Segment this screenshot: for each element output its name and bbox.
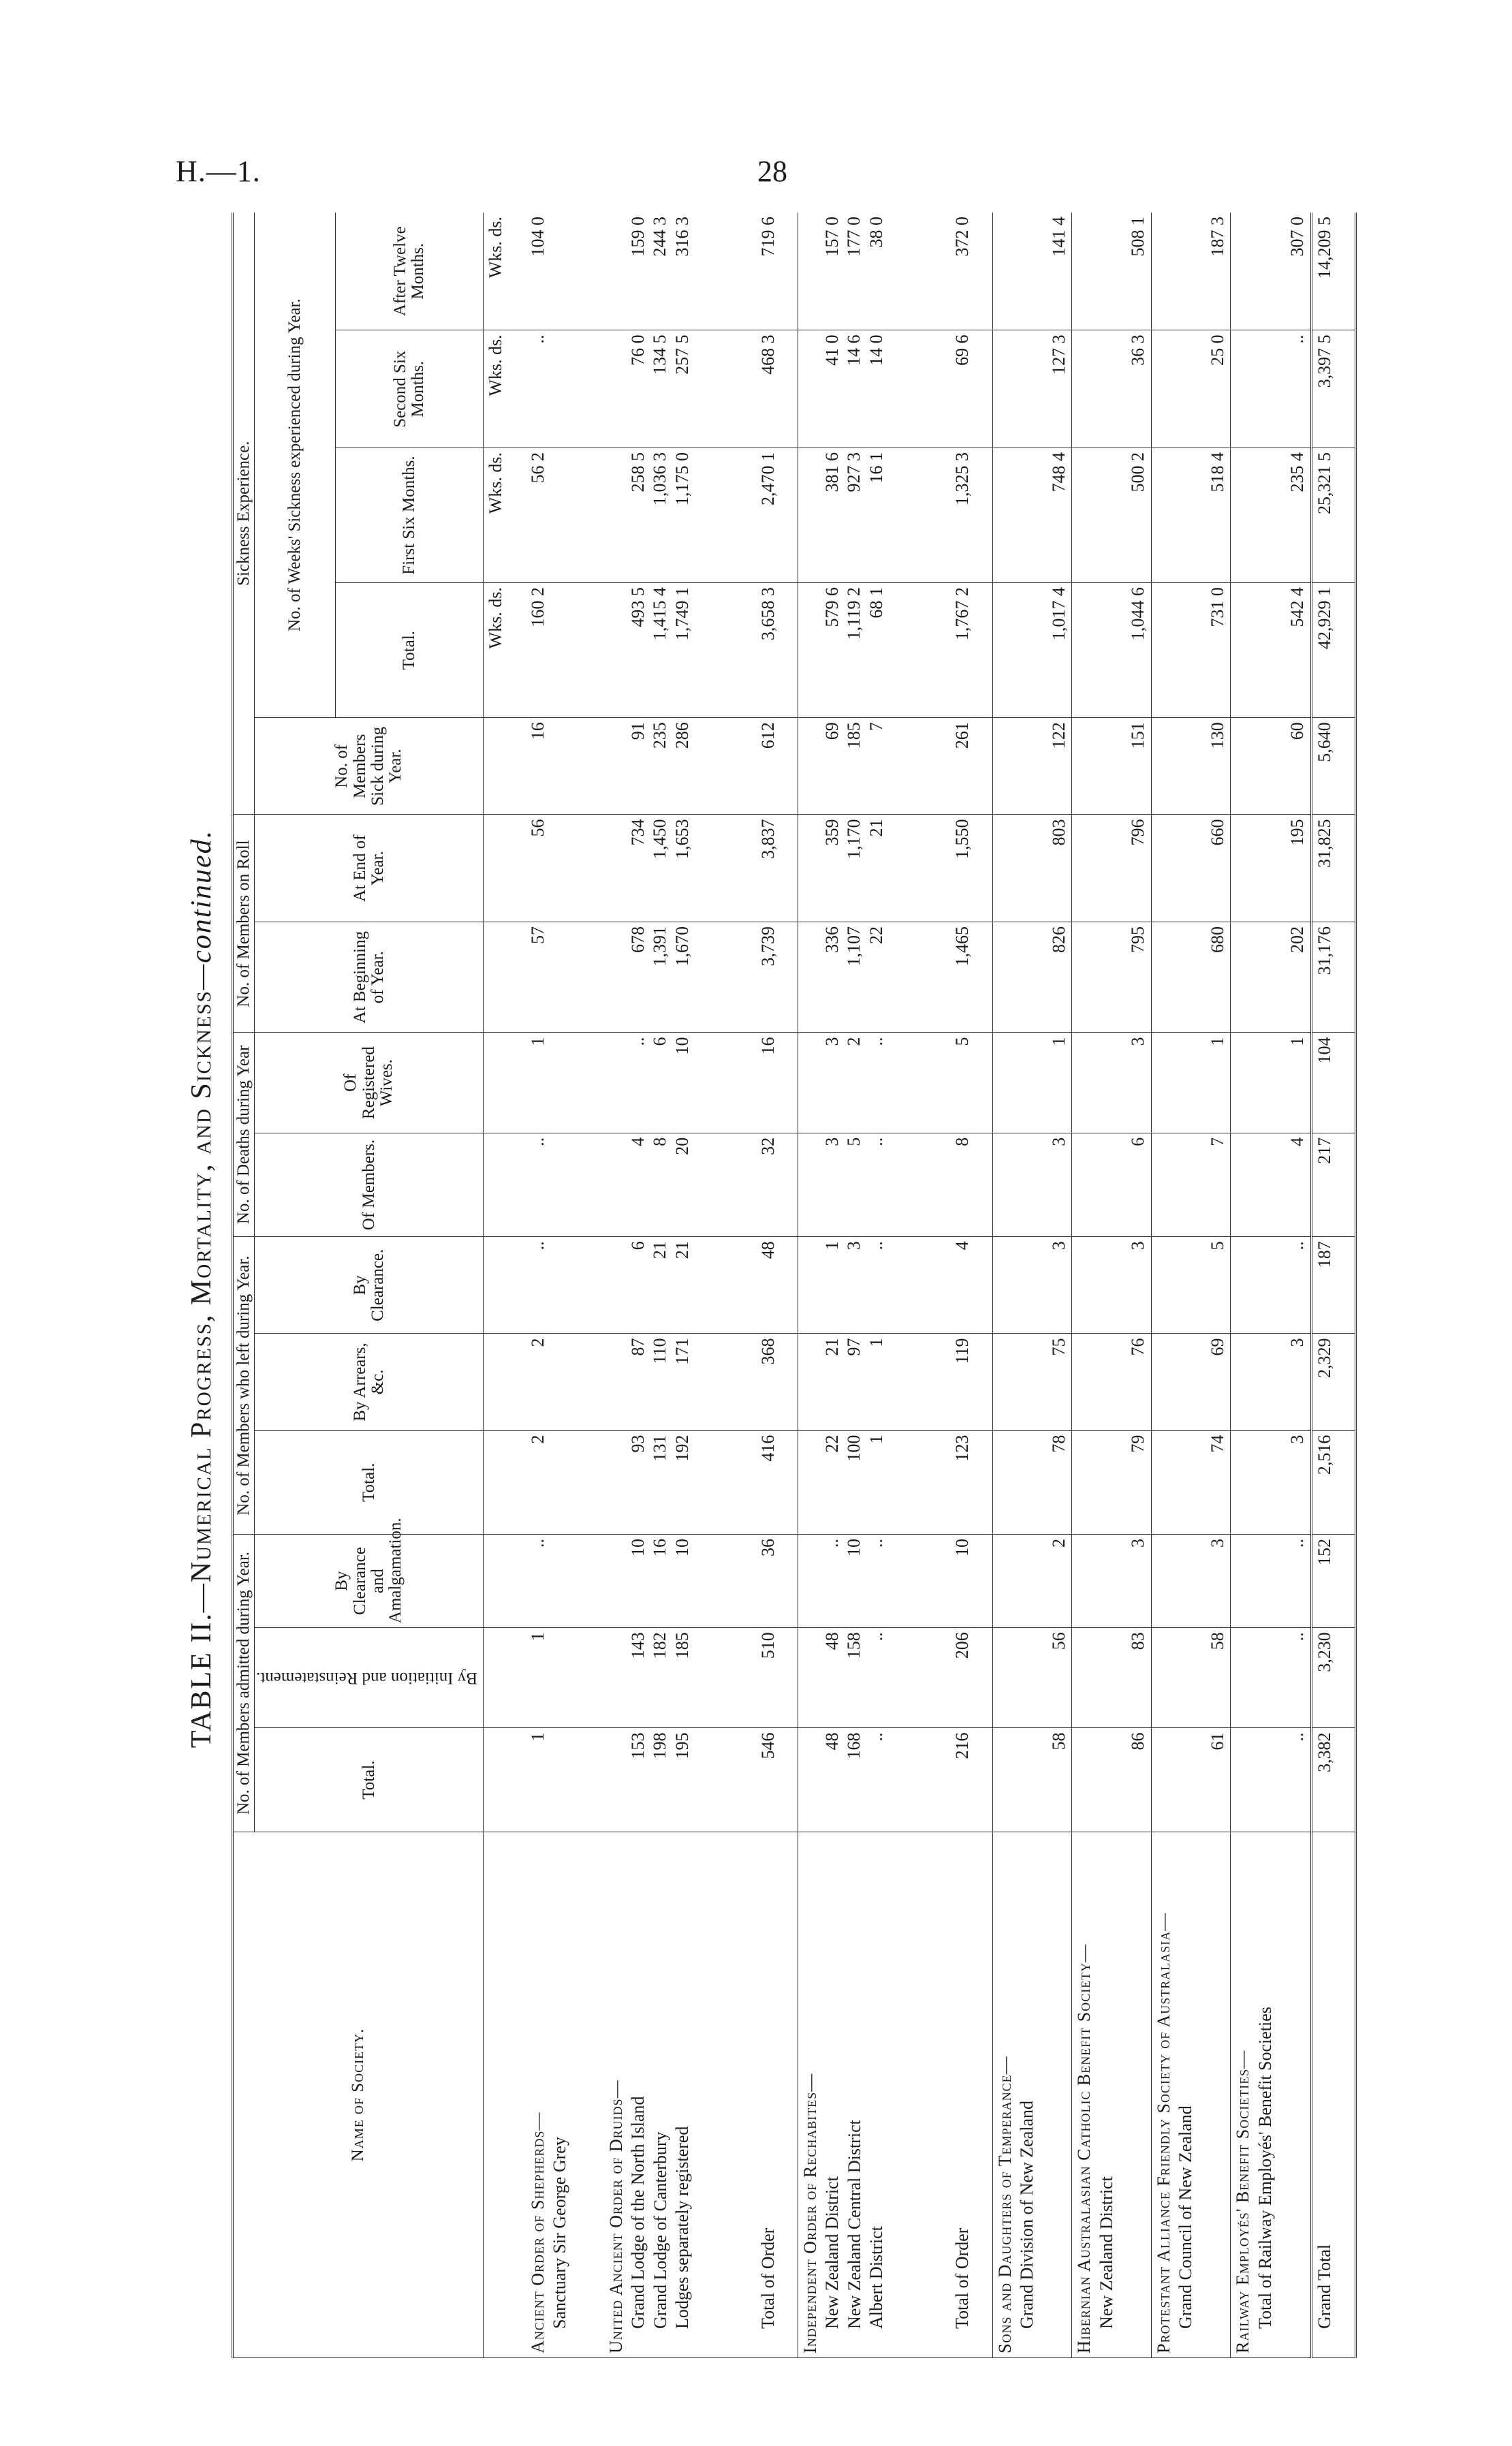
- cell-sick-members: 122: [992, 718, 1072, 815]
- cell-admitted-total: 86: [1072, 1728, 1152, 1832]
- cell-roll-begin: 57: [526, 922, 604, 1033]
- cell-roll-begin: 826: [992, 922, 1072, 1033]
- cell-weeks-first: 258 5 1,036 3 1,175 0: [604, 448, 756, 583]
- units-weeks-second: Wks. ds.: [484, 330, 526, 448]
- cell-weeks-after: 159 0 244 3 316 3: [604, 213, 756, 330]
- header-roll-group: No. of Members on Roll: [233, 815, 255, 1033]
- cell-roll-end: 56: [526, 815, 604, 922]
- cell-weeks-second: 127 3: [992, 330, 1072, 448]
- cell-admitted-clearance: .. 10 ..: [798, 1535, 950, 1628]
- units-weeks-after: Wks. ds.: [484, 213, 526, 330]
- statistics-table: [232, 213, 1357, 2358]
- cell-admitted-clearance: 10 16 10: [604, 1535, 756, 1628]
- cell-weeks-total: 493 5 1,415 4 1,749 1: [604, 583, 756, 718]
- cell-admitted-clearance: 36: [756, 1535, 798, 1628]
- cell-weeks-second: 3,397 5: [1311, 330, 1356, 448]
- cell-deaths-members: ..: [526, 1133, 604, 1236]
- cell-admitted-total: 3,382: [1311, 1728, 1356, 1832]
- cell-sick-members: 130: [1151, 718, 1231, 815]
- cell-left-total: 74: [1151, 1430, 1231, 1534]
- cell-deaths-wives: 1: [1231, 1033, 1311, 1133]
- cell-admitted-total: 61: [1151, 1728, 1231, 1832]
- cell-deaths-wives: .. 6 10: [604, 1033, 756, 1133]
- cell-deaths-wives: 16: [756, 1033, 798, 1133]
- cell-roll-end: 803: [992, 815, 1072, 922]
- cell-weeks-after: 14,209 5: [1311, 213, 1356, 330]
- cell-left-total: 2: [526, 1430, 604, 1534]
- cell-weeks-second: 25 0: [1151, 330, 1231, 448]
- cell-weeks-second: ..: [526, 330, 604, 448]
- cell-weeks-total: 1,767 2: [950, 583, 992, 718]
- cell-admitted-clearance: 10: [950, 1535, 992, 1628]
- cell-weeks-second: ..: [1231, 330, 1311, 448]
- society-branch-name: Lodges separately registered: [672, 2126, 693, 2329]
- header-left-total: Total.: [255, 1430, 484, 1534]
- cell-weeks-after: 719 6: [756, 213, 798, 330]
- cell-weeks-total: 579 6 1,119 2 68 1: [798, 583, 950, 718]
- table-row: [1231, 213, 1311, 2358]
- units-row: [484, 213, 526, 2358]
- cell-left-clearance: 3: [992, 1237, 1072, 1334]
- society-name-cell: [992, 1832, 1072, 2357]
- society-name-cell: [604, 1832, 756, 2357]
- cell-weeks-first: 518 4: [1151, 448, 1231, 583]
- cell-left-clearance: ..: [526, 1237, 604, 1334]
- header-left-clearance: By Clearance.: [255, 1237, 484, 1334]
- cell-weeks-second: 76 0 134 5 257 5: [604, 330, 756, 448]
- table-row: [798, 213, 950, 2358]
- header-sick-members: No. of Members Sick during Year.: [255, 718, 484, 815]
- cell-roll-end: 3,837: [756, 815, 798, 922]
- society-branch-name: New Zealand District: [822, 2176, 842, 2329]
- society-branch-name: Albert District: [866, 2226, 887, 2329]
- cell-roll-begin: 3,739: [756, 922, 798, 1033]
- cell-admitted-initiation: 56: [992, 1628, 1072, 1728]
- cell-admitted-initiation: 143 182 185: [604, 1628, 756, 1728]
- cell-admitted-clearance: ..: [1231, 1535, 1311, 1628]
- cell-weeks-total: 1,044 6: [1072, 583, 1152, 718]
- cell-deaths-members: 8: [950, 1133, 992, 1236]
- cell-left-arrears: 87 110 171: [604, 1334, 756, 1430]
- rotated-table-area: [0, 206, 1334, 2372]
- header-admitted-group: No. of Members admitted during Year.: [233, 1535, 255, 1832]
- cell-weeks-first: 25,321 5: [1311, 448, 1356, 583]
- table-row: [1072, 213, 1152, 2358]
- cell-sick-members: 151: [1072, 718, 1152, 815]
- society-branch-name: Sanctuary Sir George Grey: [550, 2137, 570, 2329]
- cell-deaths-wives: 1: [526, 1033, 604, 1133]
- cell-admitted-initiation: 83: [1072, 1628, 1152, 1728]
- cell-roll-end: 796: [1072, 815, 1152, 922]
- table-row: [1311, 213, 1356, 2358]
- society-branch-name: Total of Order: [757, 2227, 778, 2329]
- table-title: TABLE II.—Numerical Progress, Mortality, and Sickness—continued.: [186, 829, 217, 1749]
- cell-admitted-initiation: 1: [526, 1628, 604, 1728]
- header-weeks-second: Second Six Months.: [335, 330, 484, 448]
- cell-sick-members: 612: [756, 718, 798, 815]
- cell-left-total: 93 131 192: [604, 1430, 756, 1534]
- page-header: [0, 0, 1512, 204]
- cell-left-clearance: 3: [1072, 1237, 1152, 1334]
- society-name-cell: [1072, 1832, 1152, 2357]
- society-branch-name: Total of Railway Employés' Benefit Societies: [1255, 2007, 1275, 2329]
- header-weeks-first: First Six Months.: [335, 448, 484, 583]
- society-branch-name: Grand Division of New Zealand: [1017, 2100, 1037, 2329]
- cell-weeks-first: 56 2: [526, 448, 604, 583]
- cell-left-total: 78: [992, 1430, 1072, 1534]
- cell-deaths-wives: 1: [992, 1033, 1072, 1133]
- cell-roll-end: 1,550: [950, 815, 992, 922]
- society-branch-name: Grand Lodge of Canterbury: [650, 2131, 670, 2329]
- society-name-cell: [756, 1832, 798, 2357]
- cell-left-clearance: ..: [1231, 1237, 1311, 1334]
- cell-left-clearance: 6 21 21: [604, 1237, 756, 1334]
- cell-weeks-after: 104 0: [526, 213, 604, 330]
- header-weeks-group: No. of Weeks' Sickness experienced during Year.: [255, 213, 335, 718]
- cell-left-clearance: 1 3 ..: [798, 1237, 950, 1334]
- header-admitted-initiation: By Initiation and Reinstatement.: [255, 1628, 484, 1728]
- header-roll-begin: At Beginning of Year.: [255, 922, 484, 1033]
- cell-weeks-first: 748 4: [992, 448, 1072, 583]
- society-branch-name: New Zealand Central District: [844, 2120, 864, 2329]
- cell-left-arrears: 2,329: [1311, 1334, 1356, 1430]
- cell-weeks-second: 468 3: [756, 330, 798, 448]
- society-name: Independent Order of Rechabites—: [800, 2073, 820, 2353]
- cell-admitted-clearance: 152: [1311, 1535, 1356, 1628]
- header-admitted-clearance: By Clearance and Amalgamation.: [255, 1535, 484, 1628]
- cell-left-arrears: 75: [992, 1334, 1072, 1430]
- header-left-arrears: By Arrears, &c.: [255, 1334, 484, 1430]
- cell-weeks-second: 41 0 14 6 14 0: [798, 330, 950, 448]
- cell-roll-begin: 202: [1231, 922, 1311, 1033]
- cell-sick-members: 60: [1231, 718, 1311, 815]
- table-row: [992, 213, 1072, 2358]
- cell-left-arrears: 119: [950, 1334, 992, 1430]
- header-weeks-after: After Twelve Months.: [335, 213, 484, 330]
- page-number: 28: [757, 155, 787, 188]
- header-sickness-group: Sickness Experience.: [233, 213, 255, 815]
- cell-left-total: 2,516: [1311, 1430, 1356, 1534]
- cell-admitted-initiation: 510: [756, 1628, 798, 1728]
- society-branch-name: Total of Order: [952, 2227, 973, 2329]
- cell-weeks-total: 542 4: [1231, 583, 1311, 718]
- cell-left-arrears: 69: [1151, 1334, 1231, 1430]
- cell-admitted-total: 153 198 195: [604, 1728, 756, 1832]
- cell-sick-members: 16: [526, 718, 604, 815]
- header-admitted-total: Total.: [255, 1728, 484, 1832]
- cell-weeks-first: 235 4: [1231, 448, 1311, 583]
- society-branch-name: Grand Council of New Zealand: [1176, 2105, 1196, 2329]
- society-branch-name: New Zealand District: [1096, 2176, 1116, 2329]
- cell-weeks-after: 307 0: [1231, 213, 1311, 330]
- cell-weeks-second: 36 3: [1072, 330, 1152, 448]
- table-row: [950, 213, 992, 2358]
- table-row: [604, 213, 756, 2358]
- cell-deaths-members: 3 5 ..: [798, 1133, 950, 1236]
- cell-deaths-members: 4: [1231, 1133, 1311, 1236]
- cell-deaths-members: 32: [756, 1133, 798, 1236]
- cell-roll-begin: 680: [1151, 922, 1231, 1033]
- header-deaths-members: Of Members.: [255, 1133, 484, 1236]
- society-name: Sons and Daughters of Temperance—: [994, 2056, 1015, 2353]
- cell-roll-begin: 336 1,107 22: [798, 922, 950, 1033]
- cell-admitted-initiation: 3,230: [1311, 1628, 1356, 1728]
- cell-weeks-total: 1,017 4: [992, 583, 1072, 718]
- cell-left-total: 79: [1072, 1430, 1152, 1534]
- society-name: Ancient Order of Shepherds—: [527, 2112, 548, 2353]
- society-branch-name: Grand Lodge of the North Island: [628, 2096, 648, 2329]
- cell-deaths-wives: 5: [950, 1033, 992, 1133]
- cell-roll-end: 31,825: [1311, 815, 1356, 922]
- cell-roll-end: 195: [1231, 815, 1311, 922]
- cell-left-clearance: 5: [1151, 1237, 1231, 1334]
- table-body: [484, 213, 1356, 2358]
- cell-weeks-total: 160 2: [526, 583, 604, 718]
- cell-left-clearance: 4: [950, 1237, 992, 1334]
- cell-weeks-total: 3,658 3: [756, 583, 798, 718]
- header-name-of-society: Name of Society.: [233, 1832, 484, 2357]
- cell-left-total: 416: [756, 1430, 798, 1534]
- cell-admitted-initiation: ..: [1231, 1628, 1311, 1728]
- cell-left-total: 22 100 1: [798, 1430, 950, 1534]
- cell-sick-members: 69 185 7: [798, 718, 950, 815]
- cell-left-clearance: 48: [756, 1237, 798, 1334]
- cell-weeks-first: 500 2: [1072, 448, 1152, 583]
- society-name: Railway Employés' Benefit Societies—: [1233, 2050, 1253, 2353]
- cell-weeks-first: 1,325 3: [950, 448, 992, 583]
- society-branch-name: Grand Total: [1314, 2244, 1334, 2329]
- cell-admitted-clearance: 3: [1072, 1535, 1152, 1628]
- cell-roll-end: 660: [1151, 815, 1231, 922]
- cell-weeks-after: 372 0: [950, 213, 992, 330]
- cell-admitted-total: 48 168 ..: [798, 1728, 950, 1832]
- society-name: Hibernian Australasian Catholic Benefit Society—: [1074, 1943, 1094, 2353]
- cell-weeks-first: 2,470 1: [756, 448, 798, 583]
- society-name-cell: [1311, 1832, 1356, 2357]
- cell-left-arrears: 21 97 1: [798, 1334, 950, 1430]
- cell-admitted-total: 216: [950, 1728, 992, 1832]
- cell-sick-members: 261: [950, 718, 992, 815]
- cell-left-total: 3: [1231, 1430, 1311, 1534]
- cell-deaths-wives: 104: [1311, 1033, 1356, 1133]
- header-deaths-group: No. of Deaths during Year: [233, 1033, 255, 1237]
- cell-admitted-total: ..: [1231, 1728, 1311, 1832]
- cell-admitted-clearance: ..: [526, 1535, 604, 1628]
- header-deaths-wives: Of Registered Wives.: [255, 1033, 484, 1133]
- cell-weeks-after: 187 3: [1151, 213, 1231, 330]
- cell-roll-end: 734 1,450 1,653: [604, 815, 756, 922]
- cell-left-arrears: 76: [1072, 1334, 1152, 1430]
- cell-left-clearance: 187: [1311, 1237, 1356, 1334]
- society-name-cell: [526, 1832, 604, 2357]
- cell-deaths-members: 6: [1072, 1133, 1152, 1236]
- cell-admitted-total: 1: [526, 1728, 604, 1832]
- cell-sick-members: 5,640: [1311, 718, 1356, 815]
- society-name-cell: [798, 1832, 950, 2357]
- table-row: [1151, 213, 1231, 2358]
- page-code: H.—1.: [176, 155, 261, 188]
- cell-deaths-wives: 3 2 ..: [798, 1033, 950, 1133]
- cell-admitted-total: 546: [756, 1728, 798, 1832]
- cell-roll-begin: 31,176: [1311, 922, 1356, 1033]
- cell-admitted-initiation: 206: [950, 1628, 992, 1728]
- cell-left-total: 123: [950, 1430, 992, 1534]
- cell-deaths-wives: 1: [1151, 1033, 1231, 1133]
- cell-weeks-total: 42,929 1: [1311, 583, 1356, 718]
- cell-deaths-members: 3: [992, 1133, 1072, 1236]
- cell-roll-begin: 678 1,391 1,670: [604, 922, 756, 1033]
- cell-admitted-initiation: 58: [1151, 1628, 1231, 1728]
- society-name-cell: [950, 1832, 992, 2357]
- society-name: United Ancient Order of Druids—: [605, 2080, 626, 2353]
- cell-weeks-first: 381 6 927 3 16 1: [798, 448, 950, 583]
- cell-weeks-after: 508 1: [1072, 213, 1152, 330]
- cell-admitted-clearance: 2: [992, 1535, 1072, 1628]
- cell-admitted-total: 58: [992, 1728, 1072, 1832]
- cell-deaths-members: 7: [1151, 1133, 1231, 1236]
- header-roll-end: At End of Year.: [255, 815, 484, 922]
- units-weeks-first: Wks. ds.: [484, 448, 526, 583]
- table-row: [526, 213, 604, 2358]
- header-left-group: No. of Members who left during Year.: [233, 1237, 255, 1535]
- cell-weeks-total: 731 0: [1151, 583, 1231, 718]
- cell-weeks-second: 69 6: [950, 330, 992, 448]
- society-name: Protestant Alliance Friendly Society of Australasia—: [1153, 1912, 1174, 2353]
- cell-deaths-wives: 3: [1072, 1033, 1152, 1133]
- units-weeks-total: Wks. ds.: [484, 583, 526, 718]
- table-row: [756, 213, 798, 2358]
- cell-left-arrears: 3: [1231, 1334, 1311, 1430]
- cell-sick-members: 91 235 286: [604, 718, 756, 815]
- society-name-cell: [1151, 1832, 1231, 2357]
- society-name-cell: [1231, 1832, 1311, 2357]
- cell-roll-begin: 1,465: [950, 922, 992, 1033]
- cell-left-arrears: 2: [526, 1334, 604, 1430]
- cell-roll-begin: 795: [1072, 922, 1152, 1033]
- cell-weeks-after: 141 4: [992, 213, 1072, 330]
- cell-weeks-after: 157 0 177 0 38 0: [798, 213, 950, 330]
- cell-roll-end: 359 1,170 21: [798, 815, 950, 922]
- cell-left-arrears: 368: [756, 1334, 798, 1430]
- cell-admitted-clearance: 3: [1151, 1535, 1231, 1628]
- header-weeks-total: Total.: [335, 583, 484, 718]
- cell-deaths-members: 217: [1311, 1133, 1356, 1236]
- cell-deaths-members: 4 8 20: [604, 1133, 756, 1236]
- cell-admitted-initiation: 48 158 ..: [798, 1628, 950, 1728]
